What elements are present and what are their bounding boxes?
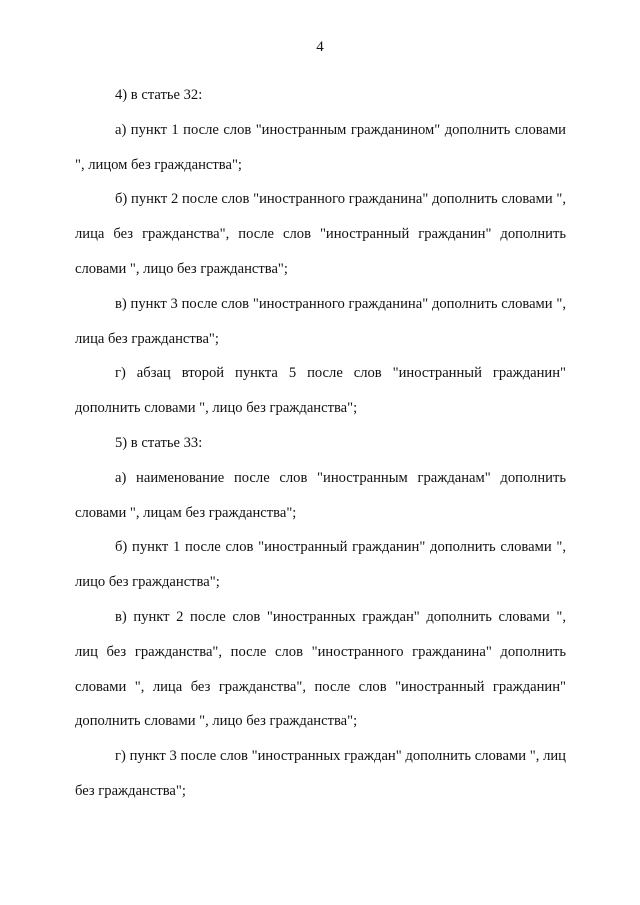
paragraph-33-v: в) пункт 2 после слов "иностранных граждан" дополнить словами ", лиц без гражданства", после слов "иностранного гражданина" дополнить словами ", лица без гражданства", после слов "иностранный гражданин" дополнить словами ", лицо без гражданства"; bbox=[75, 608, 566, 730]
paragraph-32-v: в) пункт 3 после слов "иностранного гражданина" дополнить словами ", лица без гражданства"; bbox=[75, 295, 566, 347]
paragraph-32-b: б) пункт 2 после слов "иностранного гражданина" дополнить словами ", лица без гражданства", после слов "иностранный гражданин" дополнить словами ", лицо без гражданства"; bbox=[75, 191, 566, 277]
document-body bbox=[75, 78, 566, 809]
section-heading-article-33: 5) в статье 33: bbox=[115, 434, 203, 451]
section-heading-article-32: 4) в статье 32: bbox=[115, 87, 203, 103]
paragraph-32-g: г) абзац второй пункта 5 после слов "иностранный гражданин" дополнить словами ", лицо без гражданства"; bbox=[75, 365, 566, 417]
page-number: 4 bbox=[316, 39, 324, 55]
paragraph-32-a: а) пункт 1 после слов "иностранным гражданином" дополнить словами ", лицом без гражданства"; bbox=[75, 121, 566, 173]
paragraph-33-b: б) пункт 1 после слов "иностранный гражданин" дополнить словами ", лицо без гражданства"; bbox=[75, 539, 566, 591]
paragraph-33-g: г) пункт 3 после слов "иностранных граждан" дополнить словами ", лиц без гражданства"; bbox=[75, 748, 566, 799]
paragraph-33-a: а) наименование после слов "иностранным гражданам" дополнить словами ", лицам без гражданства"; bbox=[75, 469, 566, 521]
